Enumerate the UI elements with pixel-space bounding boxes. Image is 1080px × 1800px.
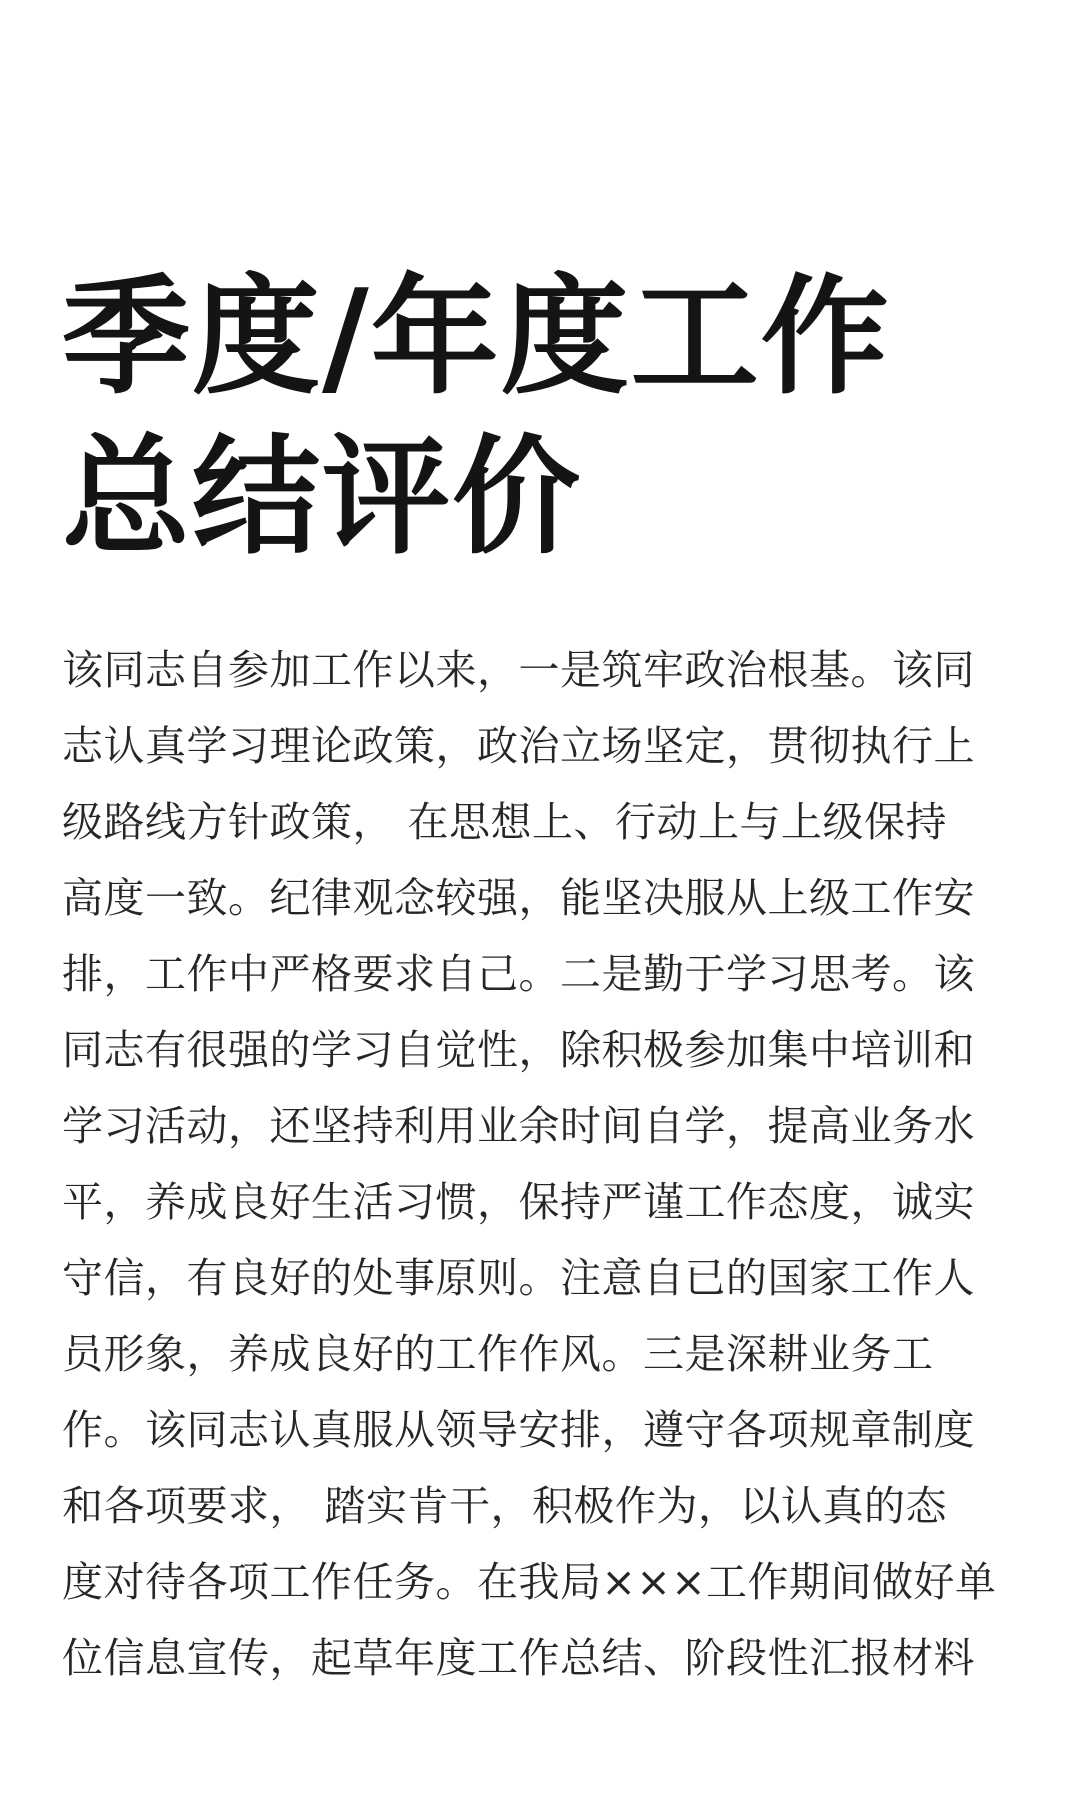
body-line: 守信，有良好的处事原则。注意自已的国家工作人 [62, 1254, 975, 1302]
body-line: 排，工作中严格要求自己。二是勤于学习思考。该 [62, 950, 975, 998]
body-line: 和各项要求， 踏实肯干，积极作为，以认真的态 [62, 1482, 948, 1530]
body-paragraph [62, 632, 1032, 1696]
body-line: 作。该同志认真服从领导安排，遵守各项规章制度 [62, 1406, 975, 1454]
body-line: 同志有很强的学习自觉性，除积极参加集中培训和 [62, 1026, 975, 1074]
body-line: 级路线方针政策， 在思想上、行动上与上级保持 [62, 798, 948, 846]
document-title [62, 258, 1042, 578]
body-line: 该同志自参加工作以来，一是筑牢政治根基。该同 [62, 646, 975, 694]
body-line: 平，养成良好生活习惯，保持严谨工作态度，诚实 [62, 1178, 975, 1226]
title-line-1: 季度/年度工作 [62, 263, 891, 412]
body-line: 志认真学习理论政策，政治立场坚定，贯彻执行上 [62, 722, 975, 770]
title-line-2: 总结评价 [62, 423, 583, 572]
body-line: 员形象，养成良好的工作作风。三是深耕业务工 [62, 1330, 934, 1378]
body-line: 高度一致。纪律观念较强，能坚决服从上级工作安 [62, 874, 975, 922]
body-line: 度对待各项工作任务。在我局×××工作期间做好单 [62, 1558, 997, 1606]
body-line: 学习活动，还坚持利用业余时间自学，提高业务水 [62, 1102, 975, 1150]
body-line: 位信息宣传，起草年度工作总结、阶段性汇报材料 [62, 1634, 975, 1682]
